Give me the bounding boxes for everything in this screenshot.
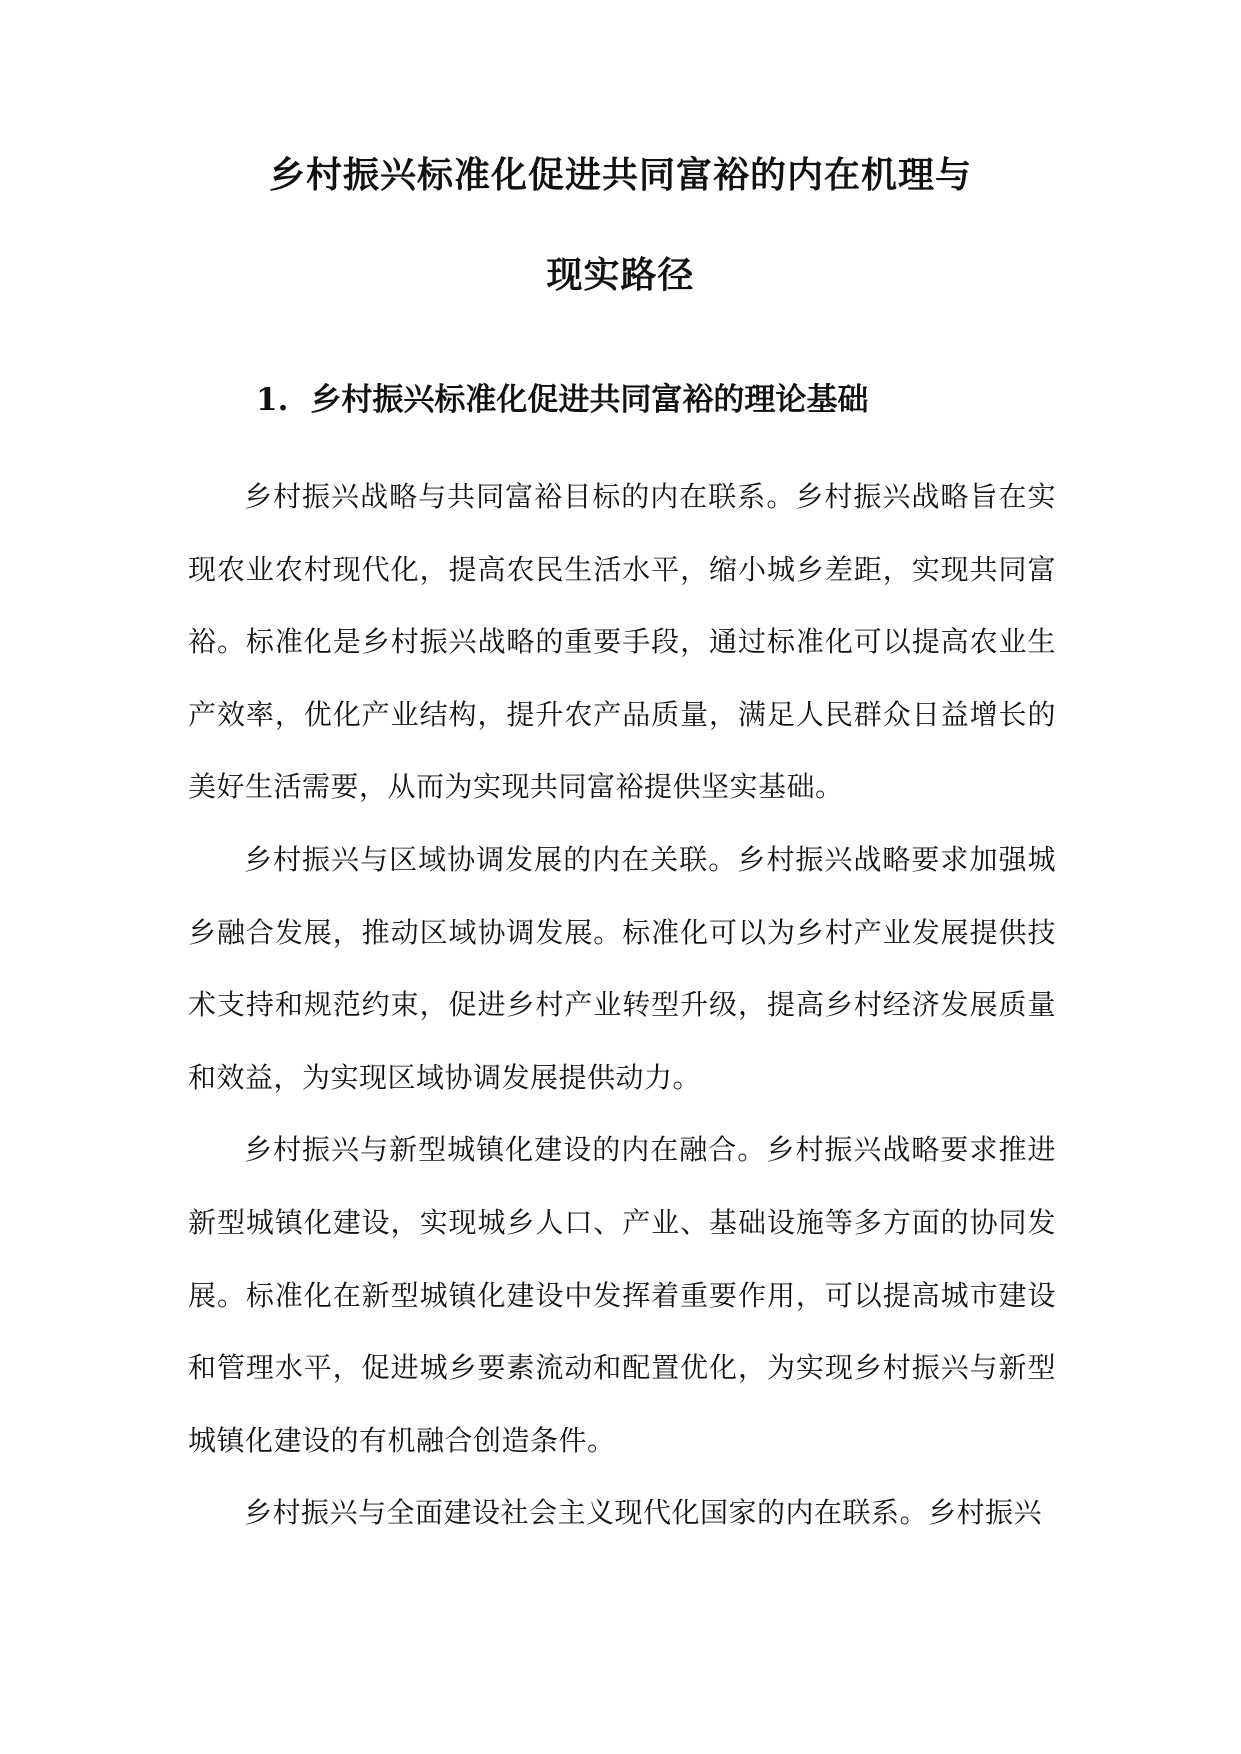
section-heading [256,380,868,420]
document-title-line-2: 现实路径 [546,254,695,296]
document-title-line-1: 乡村振兴标准化促进共同富裕的内在机理与 [268,154,972,196]
body-text [188,461,1056,1550]
paragraph: 乡村振兴与新型城镇化建设的内在融合。乡村振兴战略要求推进新型城镇化建设，实现城乡人口、产业、基础设施等多方面的协同发展。标准化在新型城镇化建设中发挥着重要作用，可以提高城市建设和管理水平，促进城乡要素流动和配置优化，为实现乡村振兴与新型城镇化建设的有机融合创造条件。 [188,1133,1056,1457]
paragraph: 乡村振兴与全面建设社会主义现代化国家的内在联系。乡村振兴 [244,1496,1043,1530]
paragraph: 乡村振兴与区域协调发展的内在关联。乡村振兴战略要求加强城乡融合发展，推动区域协调发展。标准化可以为乡村产业发展提供技术支持和规范约束，促进乡村产业转型升级，提高乡村经济发展质量和效益，为实现区域协调发展提供动力。 [188,842,1056,1094]
section-heading-text: 乡村振兴标准化促进共同富裕的理论基础 [310,382,869,418]
paragraph: 乡村振兴战略与共同富裕目标的内在联系。乡村振兴战略旨在实现农业农村现代化，提高农民生活水平，缩小城乡差距，实现共同富裕。标准化是乡村振兴战略的重要手段，通过标准化可以提高农业生产效率，优化产业结构，提升农产品质量，满足人民群众日益增长的美好生活需要，从而为实现共同富裕提供坚实基础。 [188,480,1056,804]
section-number: 1. [256,382,289,418]
